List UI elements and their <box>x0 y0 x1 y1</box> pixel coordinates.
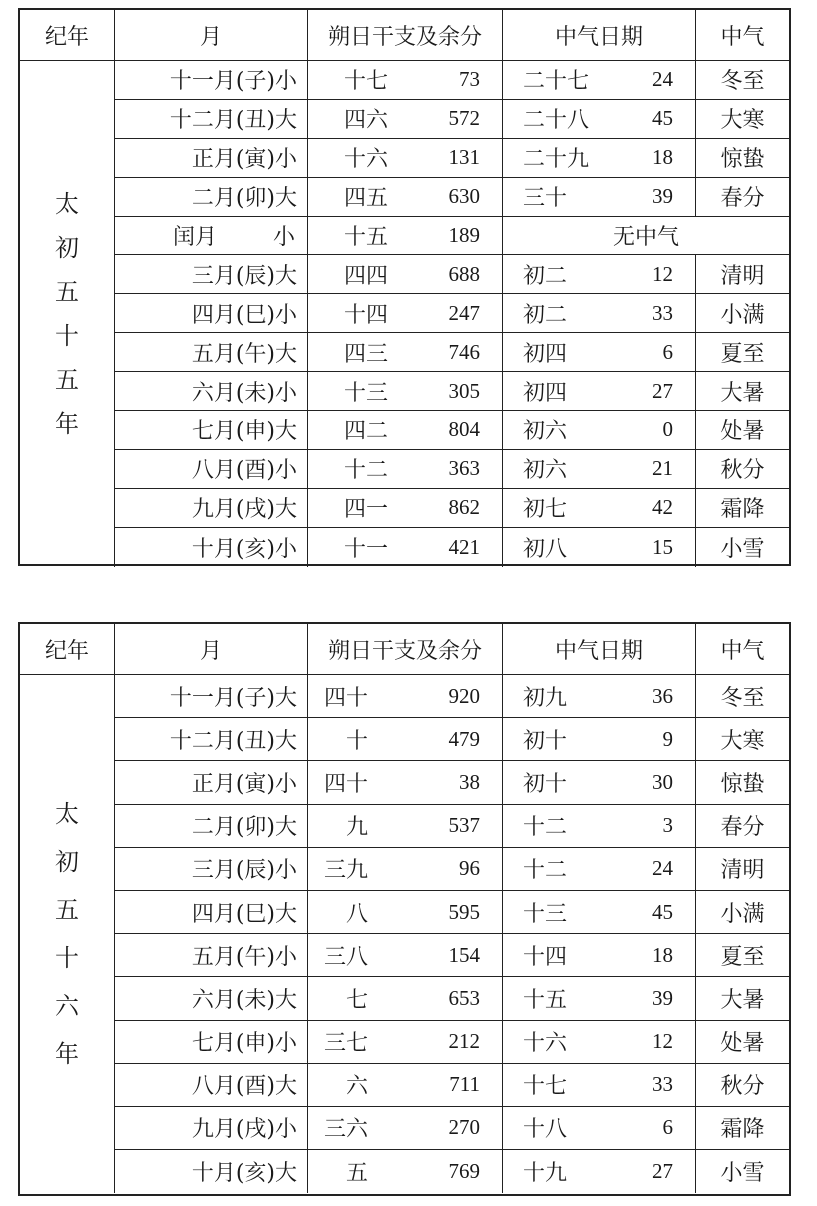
new-moon-stem: 九 <box>345 815 368 841</box>
table-row <box>115 805 789 848</box>
new-moon-stem: 四五 <box>344 186 389 212</box>
solar-term: 清明 <box>720 263 765 289</box>
table-row <box>115 294 789 333</box>
month-cell <box>115 891 308 933</box>
solar-term: 大寒 <box>720 108 765 134</box>
mid-remainder: 39 <box>652 184 673 209</box>
month-label: 九月(戌)大 <box>191 497 297 523</box>
table-row <box>115 891 789 934</box>
month-cell <box>115 805 308 847</box>
mid-day: 初十 <box>523 771 568 797</box>
month-cell <box>115 1150 308 1193</box>
solar-term: 处暑 <box>720 1031 765 1057</box>
mid-date-cell <box>503 255 696 293</box>
mid-day: 十三 <box>523 901 568 927</box>
era-char: 六 <box>55 992 79 1021</box>
table-row <box>115 450 789 489</box>
table-row <box>115 1107 789 1150</box>
new-moon-remainder: 630 <box>448 184 480 209</box>
month-cell <box>115 1064 308 1106</box>
mid-remainder: 33 <box>652 300 673 325</box>
mid-remainder: 0 <box>662 417 673 442</box>
solar-term: 秋分 <box>720 1074 765 1100</box>
era-cell <box>20 61 115 567</box>
month-cell <box>115 217 308 255</box>
solar-term: 小满 <box>720 302 765 328</box>
new-moon-remainder: 154 <box>448 942 480 967</box>
month-cell <box>115 411 308 449</box>
header-era: 纪年 <box>20 624 115 674</box>
new-moon-stem: 四一 <box>344 497 389 523</box>
new-moon-remainder: 270 <box>448 1115 480 1140</box>
new-moon-cell <box>308 891 503 933</box>
mid-remainder: 27 <box>652 1159 673 1184</box>
mid-date-cell <box>503 891 696 933</box>
mid-day: 十九 <box>523 1161 568 1187</box>
month-size: 小 <box>272 225 295 250</box>
solar-term: 大暑 <box>720 380 765 406</box>
new-moon-cell <box>308 718 503 760</box>
month-label: 正月(寅)小 <box>191 771 297 797</box>
mid-remainder: 3 <box>662 813 673 838</box>
mid-remainder: 6 <box>662 1115 673 1140</box>
mid-remainder: 18 <box>652 145 673 170</box>
era-char: 年 <box>55 1040 79 1069</box>
calendar-table-year-55 <box>18 8 791 566</box>
solar-term: 惊蛰 <box>720 147 765 173</box>
solar-term: 小满 <box>720 901 765 927</box>
new-moon-stem: 三九 <box>323 858 368 884</box>
new-moon-stem: 十三 <box>344 380 389 406</box>
new-moon-remainder: 212 <box>448 1029 480 1054</box>
table-row <box>115 217 789 256</box>
new-moon-stem: 四十 <box>323 771 368 797</box>
table-rows <box>115 675 789 1193</box>
header-era: 纪年 <box>20 10 115 60</box>
new-moon-stem: 四四 <box>344 263 389 289</box>
mid-remainder: 30 <box>652 769 673 794</box>
mid-day: 十二 <box>523 815 568 841</box>
mid-day: 初八 <box>523 536 568 562</box>
mid-remainder: 27 <box>652 378 673 403</box>
mid-remainder: 24 <box>652 67 673 92</box>
month-cell <box>115 848 308 890</box>
mid-day: 十八 <box>523 1117 568 1143</box>
mid-date-cell <box>503 1107 696 1149</box>
month-label: 三月(辰)大 <box>191 263 297 289</box>
month-label: 三月(辰)小 <box>191 858 297 884</box>
new-moon-cell <box>308 294 503 332</box>
table-row <box>115 1150 789 1193</box>
solar-term: 冬至 <box>720 685 765 711</box>
new-moon-cell <box>308 100 503 138</box>
new-moon-remainder: 421 <box>448 534 480 559</box>
era-char: 五 <box>55 277 79 306</box>
mid-date-cell <box>503 450 696 488</box>
month-label: 五月(午)大 <box>191 341 297 367</box>
solar-term: 小雪 <box>720 536 765 562</box>
mid-date-cell <box>503 934 696 976</box>
month-label: 七月(申)小 <box>191 1031 297 1057</box>
new-moon-cell <box>308 761 503 803</box>
table-row <box>115 1064 789 1107</box>
new-moon-cell <box>308 489 503 527</box>
mid-remainder: 18 <box>652 942 673 967</box>
mid-day: 十四 <box>523 944 568 970</box>
mid-day: 二十八 <box>523 108 590 134</box>
new-moon-cell <box>308 217 503 255</box>
mid-date-cell <box>503 848 696 890</box>
new-moon-stem: 六 <box>345 1074 368 1100</box>
month-cell <box>115 1107 308 1149</box>
new-moon-stem: 十一 <box>344 536 389 562</box>
new-moon-stem: 七 <box>345 987 368 1013</box>
solar-term: 霜降 <box>720 497 765 523</box>
month-label: 二月(卯)大 <box>191 815 297 841</box>
mid-remainder: 36 <box>652 683 673 708</box>
new-moon-stem: 十二 <box>344 458 389 484</box>
mid-date-cell <box>503 489 696 527</box>
era-char: 初 <box>55 848 79 877</box>
mid-date-cell <box>503 1021 696 1063</box>
month-cell <box>115 139 308 177</box>
new-moon-cell <box>308 1107 503 1149</box>
mid-date-cell <box>503 1064 696 1106</box>
new-moon-stem: 三六 <box>323 1117 368 1143</box>
mid-day: 初四 <box>523 341 568 367</box>
solar-term: 春分 <box>720 186 765 212</box>
mid-day: 十二 <box>523 858 568 884</box>
month-cell <box>115 178 308 216</box>
mid-remainder: 21 <box>652 456 673 481</box>
header-month: 月 <box>115 10 308 60</box>
new-moon-cell <box>308 178 503 216</box>
mid-date-cell <box>503 100 696 138</box>
header-mid-date: 中气日期 <box>503 10 696 60</box>
mid-remainder: 12 <box>652 261 673 286</box>
mid-date-cell <box>503 977 696 1019</box>
header-month: 月 <box>115 624 308 674</box>
header-new-moon: 朔日干支及余分 <box>308 10 503 60</box>
new-moon-remainder: 572 <box>448 106 480 131</box>
table-row <box>115 528 789 567</box>
new-moon-stem: 三七 <box>323 1031 368 1057</box>
table-header <box>20 10 789 61</box>
mid-date-cell <box>503 1150 696 1193</box>
month-label: 十一月(子)小 <box>169 69 297 95</box>
new-moon-remainder: 247 <box>448 300 480 325</box>
solar-term: 惊蛰 <box>720 771 765 797</box>
new-moon-stem: 十四 <box>344 302 389 328</box>
new-moon-remainder: 711 <box>449 1072 480 1097</box>
mid-day: 初六 <box>523 458 568 484</box>
mid-day: 初七 <box>523 497 568 523</box>
new-moon-cell <box>308 977 503 1019</box>
solar-term: 春分 <box>720 815 765 841</box>
new-moon-remainder: 688 <box>448 261 480 286</box>
era-char: 初 <box>55 233 79 262</box>
mid-date-cell <box>503 528 696 567</box>
era-char: 太 <box>55 189 79 218</box>
mid-remainder: 33 <box>652 1072 673 1097</box>
no-mid-term: 无中气 <box>612 225 679 250</box>
new-moon-cell <box>308 1150 503 1193</box>
new-moon-remainder: 479 <box>448 726 480 751</box>
table-row <box>115 761 789 804</box>
new-moon-stem: 十 <box>345 728 368 754</box>
table-row <box>115 178 789 217</box>
mid-remainder: 6 <box>662 339 673 364</box>
mid-date-cell <box>503 61 696 99</box>
month-label: 五月(午)小 <box>191 944 297 970</box>
mid-day: 初四 <box>523 380 568 406</box>
header-new-moon: 朔日干支及余分 <box>308 624 503 674</box>
new-moon-cell <box>308 450 503 488</box>
new-moon-remainder: 38 <box>459 769 480 794</box>
mid-date-cell <box>503 805 696 847</box>
solar-term: 秋分 <box>720 458 765 484</box>
new-moon-cell <box>308 805 503 847</box>
solar-term: 清明 <box>720 858 765 884</box>
era-cell <box>20 675 115 1193</box>
month-label: 二月(卯)大 <box>191 186 297 212</box>
mid-remainder: 12 <box>652 1029 673 1054</box>
mid-date-cell <box>503 718 696 760</box>
era-char: 太 <box>55 800 79 829</box>
table-row <box>115 675 789 718</box>
mid-day: 二十七 <box>523 69 590 95</box>
header-mid-date: 中气日期 <box>503 624 696 674</box>
new-moon-stem: 十五 <box>344 225 389 250</box>
header-term: 中气 <box>720 24 765 50</box>
month-cell <box>115 934 308 976</box>
new-moon-cell <box>308 1064 503 1106</box>
solar-term: 夏至 <box>720 944 765 970</box>
month-label: 十月(亥)小 <box>191 536 297 562</box>
month-label: 四月(巳)小 <box>191 302 297 328</box>
month-label: 十一月(子)大 <box>169 685 297 711</box>
month-label: 六月(未)大 <box>191 987 297 1013</box>
month-label: 十月(亥)大 <box>191 1161 297 1187</box>
month-cell <box>115 1021 308 1063</box>
new-moon-remainder: 862 <box>448 495 480 520</box>
month-label: 十二月(丑)大 <box>169 728 297 754</box>
table-row <box>115 411 789 450</box>
new-moon-remainder: 537 <box>448 813 480 838</box>
table-rows <box>115 61 789 567</box>
era-char: 十 <box>55 944 79 973</box>
mid-day: 初六 <box>523 419 568 445</box>
table-row <box>115 333 789 372</box>
month-label: 八月(酉)小 <box>191 458 297 484</box>
month-cell <box>115 333 308 371</box>
new-moon-stem: 八 <box>345 901 368 927</box>
month-cell <box>115 675 308 717</box>
new-moon-cell <box>308 372 503 410</box>
table-row <box>115 1021 789 1064</box>
new-moon-cell <box>308 61 503 99</box>
new-moon-remainder: 653 <box>448 985 480 1010</box>
month-label: 闰月 <box>173 225 218 250</box>
mid-day: 二十九 <box>523 147 590 173</box>
month-cell <box>115 450 308 488</box>
header-term: 中气 <box>720 638 765 664</box>
table-header <box>20 624 789 675</box>
new-moon-stem: 五 <box>345 1161 368 1187</box>
new-moon-remainder: 73 <box>459 67 480 92</box>
era-char: 五 <box>55 896 79 925</box>
mid-date-cell <box>503 178 696 216</box>
table-row <box>115 848 789 891</box>
new-moon-stem: 十六 <box>344 147 389 173</box>
mid-day: 十六 <box>523 1031 568 1057</box>
table-row <box>115 61 789 100</box>
new-moon-stem: 四三 <box>344 341 389 367</box>
month-label: 四月(巳)大 <box>191 901 297 927</box>
month-cell <box>115 528 308 567</box>
month-label: 六月(未)小 <box>191 380 297 406</box>
month-cell <box>115 718 308 760</box>
mid-remainder: 9 <box>662 726 673 751</box>
solar-term: 大暑 <box>720 987 765 1013</box>
table-row <box>115 977 789 1020</box>
month-cell <box>115 761 308 803</box>
solar-term: 冬至 <box>720 69 765 95</box>
new-moon-cell <box>308 139 503 177</box>
new-moon-remainder: 920 <box>448 683 480 708</box>
era-char: 年 <box>55 409 79 438</box>
new-moon-stem: 四二 <box>344 419 389 445</box>
new-moon-stem: 十七 <box>344 69 389 95</box>
calendar-table-year-56 <box>18 622 791 1196</box>
mid-remainder: 15 <box>652 534 673 559</box>
new-moon-cell <box>308 333 503 371</box>
mid-day: 初二 <box>523 302 568 328</box>
mid-day: 三十 <box>523 186 568 212</box>
mid-date-cell <box>503 675 696 717</box>
solar-term: 小雪 <box>720 1161 765 1187</box>
mid-day: 初九 <box>523 685 568 711</box>
mid-date-cell <box>503 761 696 803</box>
new-moon-remainder: 96 <box>459 856 480 881</box>
month-label: 正月(寅)小 <box>191 147 297 173</box>
new-moon-remainder: 131 <box>448 145 480 170</box>
new-moon-remainder: 189 <box>448 223 480 247</box>
month-label: 八月(酉)大 <box>191 1074 297 1100</box>
table-row <box>115 139 789 178</box>
era-char: 十 <box>55 321 79 350</box>
mid-remainder: 24 <box>652 856 673 881</box>
table-row <box>115 100 789 139</box>
month-cell <box>115 294 308 332</box>
mid-day: 十七 <box>523 1074 568 1100</box>
month-label: 九月(戌)小 <box>191 1117 297 1143</box>
mid-day: 初二 <box>523 263 568 289</box>
new-moon-remainder: 804 <box>448 417 480 442</box>
month-cell <box>115 255 308 293</box>
new-moon-remainder: 363 <box>448 456 480 481</box>
month-label: 十二月(丑)大 <box>169 108 297 134</box>
new-moon-cell <box>308 411 503 449</box>
new-moon-remainder: 305 <box>448 378 480 403</box>
new-moon-remainder: 595 <box>448 899 480 924</box>
table-row <box>115 489 789 528</box>
month-label: 七月(申)大 <box>191 419 297 445</box>
table-row <box>115 255 789 294</box>
month-cell <box>115 977 308 1019</box>
month-cell <box>115 489 308 527</box>
table-row <box>115 718 789 761</box>
new-moon-cell <box>308 255 503 293</box>
mid-date-cell <box>503 411 696 449</box>
mid-date-cell <box>503 139 696 177</box>
new-moon-stem: 四六 <box>344 108 389 134</box>
mid-remainder: 39 <box>652 985 673 1010</box>
new-moon-cell <box>308 1021 503 1063</box>
mid-remainder: 45 <box>652 106 673 131</box>
new-moon-remainder: 769 <box>448 1159 480 1184</box>
mid-date-cell <box>503 294 696 332</box>
month-cell <box>115 61 308 99</box>
new-moon-remainder: 746 <box>448 339 480 364</box>
mid-remainder: 42 <box>652 495 673 520</box>
month-cell <box>115 372 308 410</box>
new-moon-stem: 三八 <box>323 944 368 970</box>
solar-term: 霜降 <box>720 1117 765 1143</box>
mid-day: 十五 <box>523 987 568 1013</box>
solar-term: 处暑 <box>720 419 765 445</box>
new-moon-stem: 四十 <box>323 685 368 711</box>
table-row <box>115 934 789 977</box>
mid-date-cell <box>503 333 696 371</box>
new-moon-cell <box>308 675 503 717</box>
new-moon-cell <box>308 848 503 890</box>
mid-date-cell <box>503 372 696 410</box>
new-moon-cell <box>308 934 503 976</box>
month-cell <box>115 100 308 138</box>
mid-day: 初十 <box>523 728 568 754</box>
mid-remainder: 45 <box>652 899 673 924</box>
solar-term: 大寒 <box>720 728 765 754</box>
solar-term: 夏至 <box>720 341 765 367</box>
table-row <box>115 372 789 411</box>
era-char: 五 <box>55 365 79 394</box>
new-moon-cell <box>308 528 503 567</box>
